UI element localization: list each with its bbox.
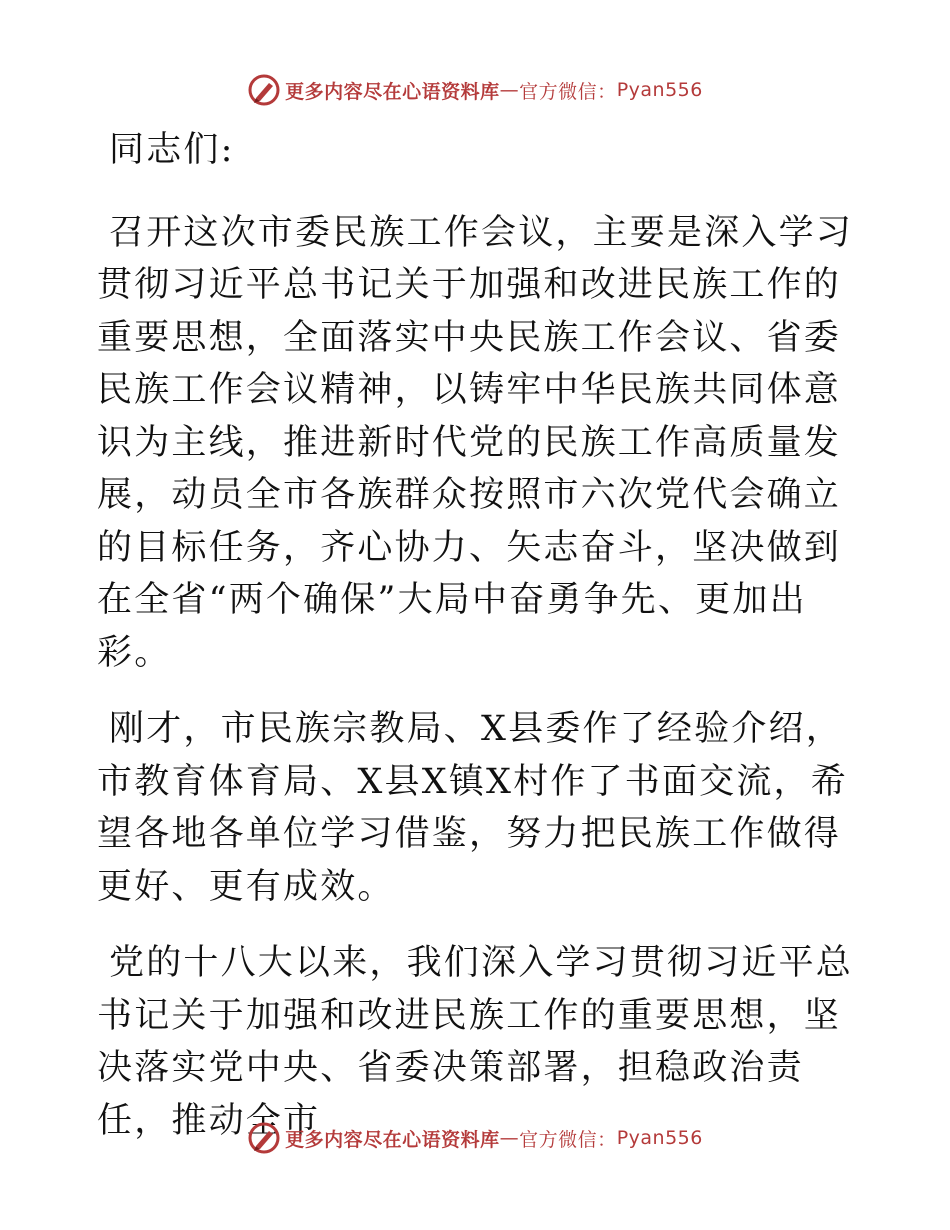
watermark-official-label: 官方微信： [519, 80, 617, 103]
paragraph-3: 党的十八大以来，我们深入学习贯彻习近平总书记关于加强和改进民族工作的重要思想，坚决落实党中央、省委决策部署，担稳政治责任，推动全市 [97, 943, 854, 1141]
watermark-main-text: 更多内容尽在心语资料库 [285, 80, 500, 103]
footer-watermark [0, 1118, 950, 1158]
watermark-main-text: 更多内容尽在心语资料库 [285, 1128, 500, 1151]
watermark-separator: — [499, 79, 520, 101]
salutation: 同志们: [109, 130, 235, 170]
pen-logo-icon [247, 73, 281, 107]
watermark-separator: — [499, 1127, 520, 1149]
paragraph-2: 刚才，市民族宗教局、X县委作了经验介绍，市教育体育局、X县X镇X村作了书面交流，希望各地各单位学习借鉴，努力把民族工作做得更好、更有成效。 [97, 709, 848, 907]
document-body [97, 124, 857, 1171]
pen-logo-icon [247, 1121, 281, 1155]
paragraph-1: 召开这次市委民族工作会议，主要是深入学习贯彻习近平总书记关于加强和改进民族工作的重要思想，全面落实中央民族工作会议、省委民族工作会议精神，以铸牢中华民族共同体意识为主线，推进新时代党的民族工作高质量发展，动员全市各族群众按照市六次党代会确立的目标任务，齐心协力、矢志奋斗，坚决做到在全省“两个确保”大局中奋勇争先、更加出彩。 [97, 212, 854, 673]
watermark-wechat-id: Pyan556 [616, 79, 703, 101]
header-watermark [0, 70, 950, 110]
watermark-wechat-id: Pyan556 [616, 1127, 703, 1149]
watermark-official-label: 官方微信： [519, 1128, 617, 1151]
